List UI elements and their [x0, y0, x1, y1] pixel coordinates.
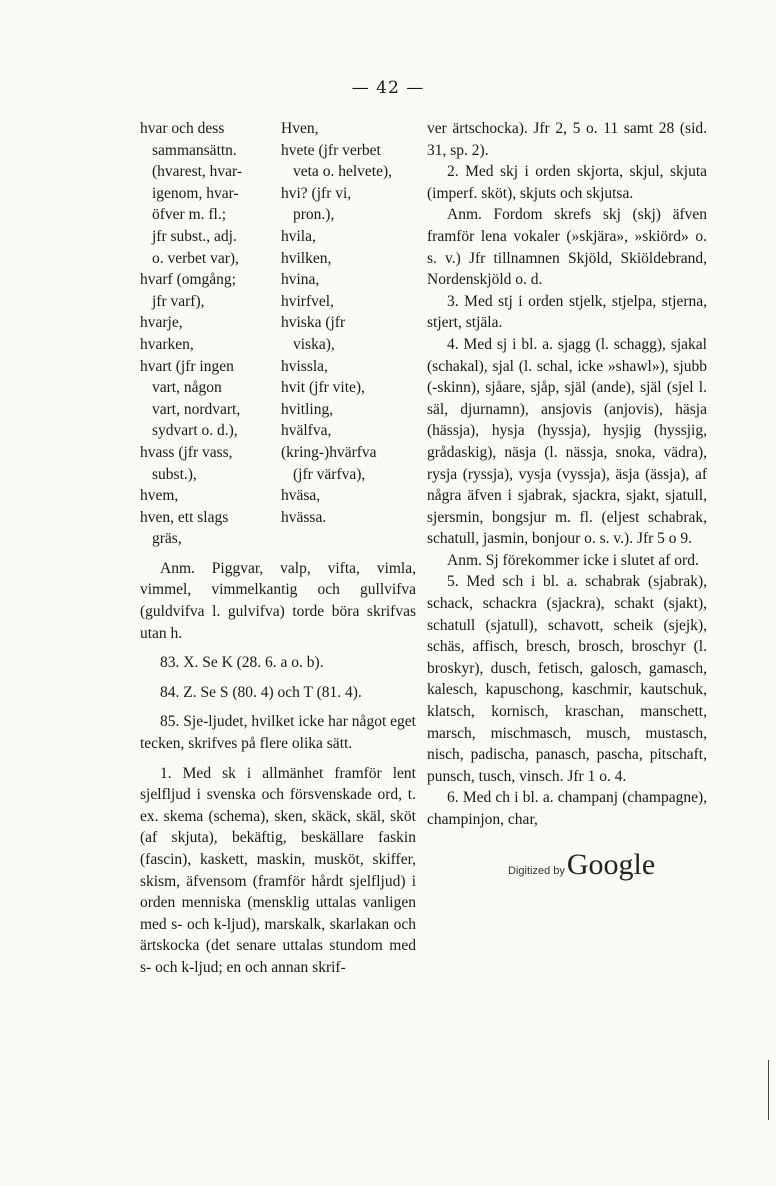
word-entry: sydvart o. d.), — [152, 422, 238, 440]
word-entry: viska), — [293, 335, 335, 353]
page-number: — 42 — — [351, 78, 425, 98]
word-entry: sammansättn. — [152, 141, 237, 159]
word-entry: vart, någon — [152, 379, 222, 397]
word-entry: hvem, — [140, 487, 179, 505]
word-entry: vart, nordvart, — [152, 400, 241, 418]
word-entry: hvi? (jfr vi, — [281, 184, 352, 202]
word-entry: öfver m. fl.; — [152, 206, 227, 224]
word-entry: hvila, — [281, 227, 316, 245]
word-entry: hvart (jfr ingen — [140, 357, 234, 375]
word-entry: hvina, — [281, 271, 320, 289]
note-paragraph: Anm. Fordom skrefs skj (skj) äfven framför lena vokaler (»skjära», »skiörd» o. s. v.) Jfr tillnamnen Skjöld, Skiöldebrand, Nordenskjöld o. d. — [427, 206, 707, 289]
word-list-column-2 — [281, 118, 416, 550]
word-entry: hviska (jfr — [281, 314, 346, 332]
right-column — [427, 118, 707, 831]
google-logo: Google — [566, 848, 656, 881]
word-entry: (jfr värfva), — [293, 465, 366, 483]
word-entry: hvirfvel, — [281, 292, 334, 310]
word-entry: o. verbet var), — [152, 249, 239, 267]
body-paragraph: ver ärtschocka). Jfr 2, 5 o. 11 samt 28 (sid. 31, sp. 2). — [427, 120, 707, 159]
word-entry: hvit (jfr vite), — [281, 379, 365, 397]
word-list — [140, 118, 416, 550]
word-list-column-1 — [140, 118, 275, 550]
left-column — [140, 118, 416, 979]
word-entry: hvar och dess — [140, 120, 225, 137]
section-84: 84. Z. Se S (80. 4) och T (81. 4). — [160, 683, 362, 701]
word-entry: jfr subst., adj. — [152, 227, 237, 245]
word-entry: jfr varf), — [152, 292, 205, 310]
word-entry: hvälfva, — [281, 422, 332, 440]
margin-rule — [768, 1060, 769, 1120]
word-entry: hvässa. — [281, 508, 327, 526]
word-entry: veta o. helvete), — [293, 163, 392, 181]
word-entry: hvete (jfr verbet — [281, 141, 381, 159]
word-entry: hvitling, — [281, 400, 334, 418]
word-entry: hväsa, — [281, 487, 321, 505]
word-entry: Hven, — [281, 120, 319, 137]
word-entry: hvissla, — [281, 357, 328, 375]
section-83: 83. X. Se K (28. 6. a o. b). — [160, 654, 324, 672]
word-entry: hvass (jfr vass, — [140, 443, 233, 461]
word-entry: igenom, hvar- — [152, 184, 239, 202]
word-entry: hvarje, — [140, 314, 183, 332]
body-paragraph: 5. Med sch i bl. a. schabrak (sjabrak), schack, schackra (sjackra), schakt (sjakt), schatull (sjatull), schavott, scheik (sjejk), schäs, affisch, bresch, brosch, broschyr (l. broskyr), dusch, fetisch, galosch, gamasch, kalesch, kapuschong, kaschmir, kautschuk, klatsch, kornisch, kraschan, manschett, marsch, mischmasch, musch, mustasch, nisch, padischa, panasch, pascha, pitschaft, punsch, tusch, vinsch. Jfr 1 o. 4. — [427, 573, 707, 785]
word-entry: hvarken, — [140, 335, 194, 353]
word-entry: gräs, — [152, 530, 182, 548]
word-entry: pron.), — [293, 206, 335, 224]
section-85: 85. Sje-ljudet, hvilket icke har något eget tecken, skrifves på flere olika sätt. — [140, 713, 416, 753]
word-entry: hvarf (omgång; — [140, 271, 236, 289]
body-paragraph: 3. Med stj i orden stjelk, stjelpa, stjerna, stjert, stjäla. — [427, 292, 707, 332]
body-paragraph: 4. Med sj i bl. a. sjagg (l. schagg), sjakal (schakal), sjal (l. schal, icke »shawl»), sjubb (-skinn), sjåare, sjåp, själ (ande), själ (sjel l. säl, djurnamn), ansjovis (anjovis), häsja (hässja), hysja (hyssja), hysjig (hyssjig, grådaskig), näsja (l. nässja, snoka, vädra), rysja (ryssja), vysja (vyssja), äsja (ässja), af några äfven i sjabrak, sjackra, sjakt, sjatull, sjersmin, bongsjur m. fl. (eljest schabrak, schatull, jasmin, bonjour o. s. v.). Jfr 5 o 9. — [427, 335, 707, 548]
body-paragraph: 1. Med sk i allmänhet framför lent sjelfljud i svenska och försvenskade ord, t. ex. skema (schema), sken, skäck, skäl, sköt (af skjuta), bekäftig, beskällare faskin (fascin), kaskett, maskin, musköt, skiffer, skism, äfvensom (framför hårdt sjelfljud) i orden menniska (mensklig uttalas vanligen med s- och k-ljud), marskalk, skarlakan och ärtskocka (det senare uttalas stundom med s- och k-ljud; en och annan skrif- — [140, 764, 416, 976]
digitized-by-label: Digitized by — [508, 865, 565, 877]
word-entry: (kring-)hvärfva — [281, 443, 377, 461]
body-paragraph: 6. Med ch i bl. a. champanj (champagne), champinjon, char, — [427, 789, 707, 828]
note-paragraph: Anm. Piggvar, valp, vifta, vimla, vimmel, vimmelkantig och gullvifva (guldvifva l. gulvifva) torde böra skrifvas utan h. — [140, 559, 416, 642]
digitized-by-watermark — [508, 848, 655, 882]
word-entry: hvilken, — [281, 249, 332, 267]
word-entry: hven, ett slags — [140, 508, 229, 526]
word-entry: subst.), — [152, 465, 197, 483]
note-paragraph: Anm. Sj förekommer icke i slutet af ord. — [447, 551, 699, 569]
body-paragraph: 2. Med skj i orden skjorta, skjul, skjuta (imperf. sköt), skjuts och skjutsa. — [427, 163, 707, 202]
word-entry: (hvarest, hvar- — [152, 163, 243, 181]
